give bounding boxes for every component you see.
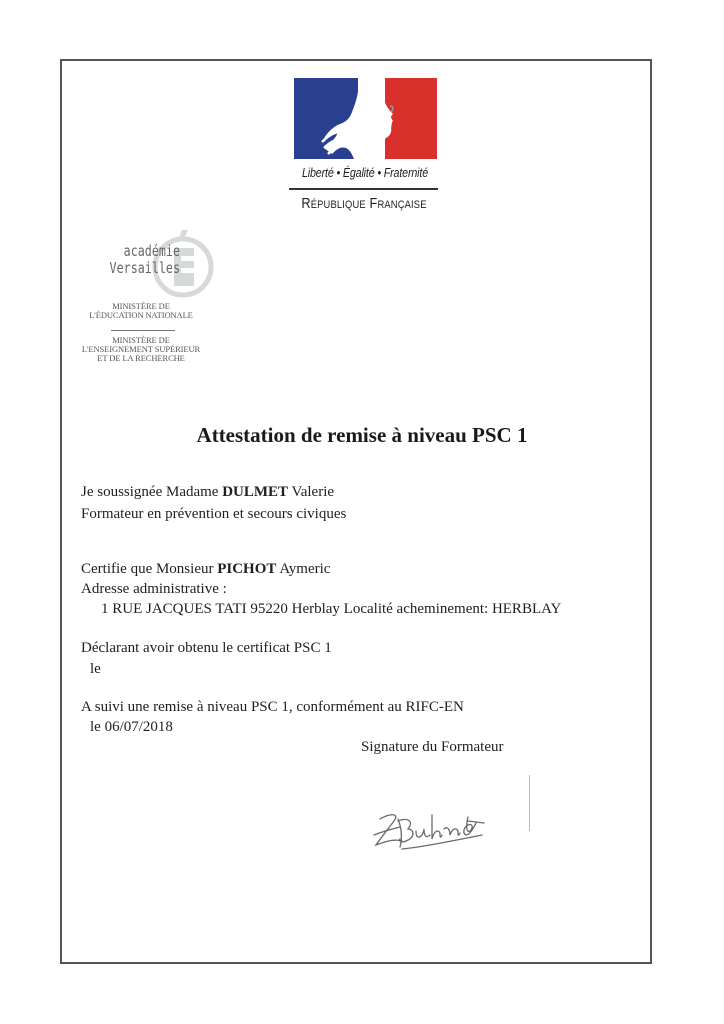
ministry-line: MINISTÈRE DE — [112, 301, 170, 311]
republique-francaise-text: République Française — [301, 195, 427, 212]
ministry-line: L'ÉDUCATION NATIONALE — [89, 310, 193, 320]
devise-divider — [289, 188, 438, 190]
ministry-line: MINISTÈRE DE — [112, 335, 170, 345]
refresher-date: le 06/07/2018 — [90, 719, 173, 735]
address-value: 1 RUE JACQUES TATI 95220 Herblay Localité acheminement: HERBLAY — [101, 601, 562, 617]
academie-versailles-wordmark — [108, 243, 180, 277]
trainee-first-name: Aymeric — [276, 561, 331, 577]
devise-text: Liberté • Égalité • Fraternité — [301, 166, 429, 180]
versailles-label: Versailles — [109, 259, 180, 277]
certificate-date-label: le — [90, 661, 101, 677]
ministry-line: L'ENSEIGNEMENT SUPÉRIEUR — [81, 344, 201, 354]
ministry-divider — [111, 330, 175, 331]
ministry-higher-education-label — [66, 336, 216, 363]
document-title: Attestation de remise à niveau PSC 1 — [196, 423, 528, 447]
ministry-education-label — [66, 302, 216, 320]
trainer-role: Formateur en prévention et secours civiques — [81, 506, 347, 522]
handwritten-signature-icon — [372, 805, 487, 855]
trainer-last-name: DULMET — [222, 484, 289, 500]
signature-label: Signature du Formateur — [361, 739, 504, 755]
certificate-declared: Déclarant avoir obtenu le certificat PSC 1 — [81, 640, 332, 656]
trainer-line — [81, 484, 334, 501]
refresher-text: A suivi une remise à niveau PSC 1, conformément au RIFC-EN — [81, 699, 464, 715]
margin-mark — [529, 775, 530, 831]
marianne-logo-icon — [294, 78, 437, 159]
trainer-first-name: Valerie — [288, 484, 335, 500]
trainee-line — [81, 561, 330, 578]
trainee-last-name: PICHOT — [217, 561, 277, 577]
academie-label: académie — [123, 242, 180, 260]
trainee-prefix: Certifie que Monsieur — [81, 561, 218, 577]
address-label: Adresse administrative : — [81, 581, 227, 597]
trainer-prefix: Je soussignée Madame — [81, 484, 223, 500]
ministry-line: ET DE LA RECHERCHE — [97, 353, 185, 363]
